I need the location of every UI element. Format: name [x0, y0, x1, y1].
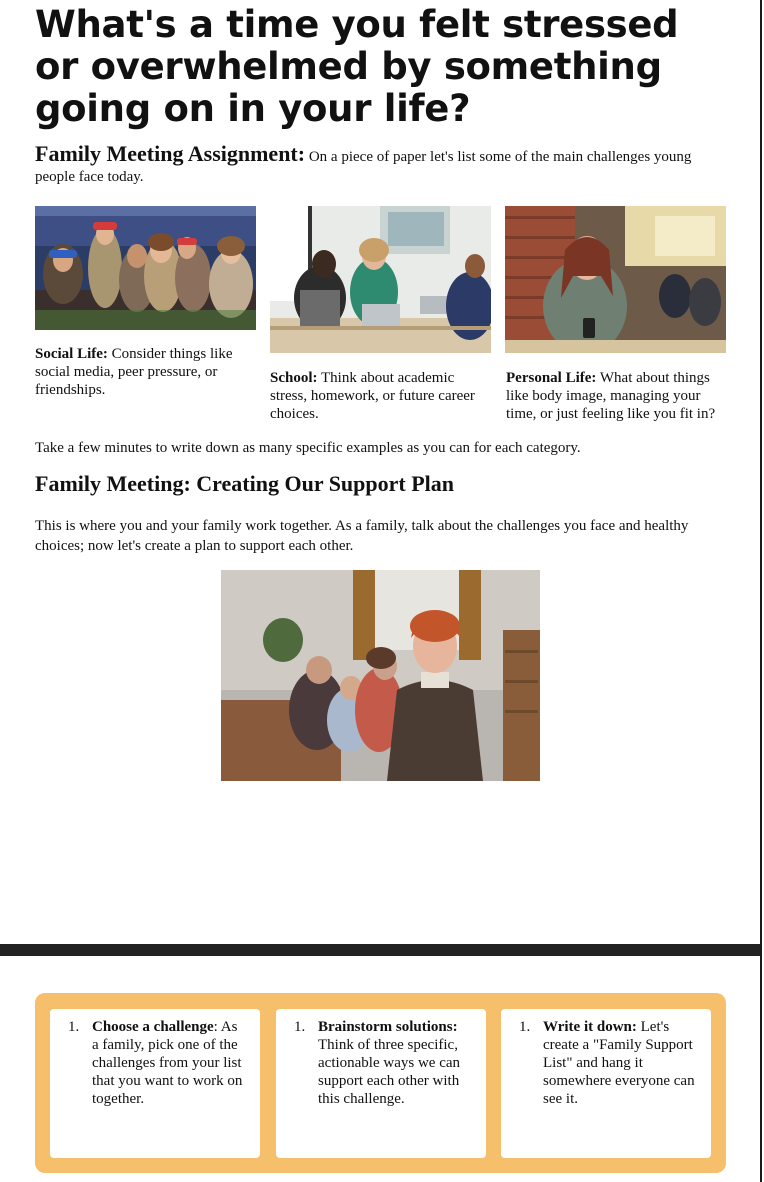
- category-title: Social Life:: [35, 346, 108, 362]
- section-divider: [0, 944, 760, 956]
- teen-with-phone-photo: [505, 206, 726, 353]
- step-body: [92, 1018, 246, 1108]
- step-text: Let's create a "Family Support List" and hang it somewhere everyone can see it.: [543, 1019, 695, 1107]
- step-body: [543, 1018, 697, 1108]
- family-photo: [221, 570, 540, 781]
- category-text: Consider things like social media, peer pressure, or friendships.: [35, 346, 233, 398]
- category-caption-social: [35, 345, 250, 399]
- students-classroom-photo: [270, 206, 491, 353]
- step-card-choose-challenge: [50, 1009, 260, 1158]
- support-plan-intro: This is where you and your family work together. As a family, talk about the challenges you face and healthy choices; now let's create a plan to support each other.: [35, 518, 689, 554]
- category-title: School:: [270, 370, 318, 386]
- page-right-border: [760, 0, 762, 1182]
- category-title: Personal Life:: [506, 370, 597, 386]
- category-caption-personal: [506, 369, 732, 423]
- step-title: Choose a challenge: [92, 1019, 214, 1035]
- category-text: Think about academic stress, homework, or future career choices.: [270, 370, 475, 422]
- step-card-write-down: [501, 1009, 711, 1158]
- support-plan-heading: Family Meeting: Creating Our Support Plan: [35, 471, 455, 496]
- assignment-text: On a piece of paper let's list some of the main challenges young people face today.: [35, 149, 692, 185]
- step-card-brainstorm: [276, 1009, 486, 1158]
- step-title: Write it down:: [543, 1019, 637, 1035]
- step-number: 1.: [519, 1019, 531, 1035]
- step-text: : As a family, pick one of the challenges from your list that you want to work on together.: [92, 1019, 243, 1107]
- category-caption-school: [270, 369, 485, 423]
- instruction-text: Take a few minutes to write down as many specific examples as you can for each category.: [35, 440, 581, 456]
- assignment-paragraph: [35, 141, 730, 187]
- scouts-group-photo: [35, 206, 256, 330]
- step-number: 1.: [294, 1019, 306, 1035]
- category-text: What about things like body image, managing your time, or just feeling like you fit in?: [506, 370, 716, 422]
- reflection-question: What's a time you felt stressed or overwhelmed by something going on in your life?: [35, 3, 679, 130]
- support-plan-steps-panel: [35, 993, 726, 1173]
- assignment-lead: Family Meeting Assignment:: [35, 141, 306, 166]
- step-number: 1.: [68, 1019, 80, 1035]
- step-body: [318, 1018, 472, 1108]
- step-text: Think of three specific, actionable ways we can support each other with this challenge.: [318, 1037, 461, 1107]
- step-title: Brainstorm solutions:: [318, 1019, 458, 1035]
